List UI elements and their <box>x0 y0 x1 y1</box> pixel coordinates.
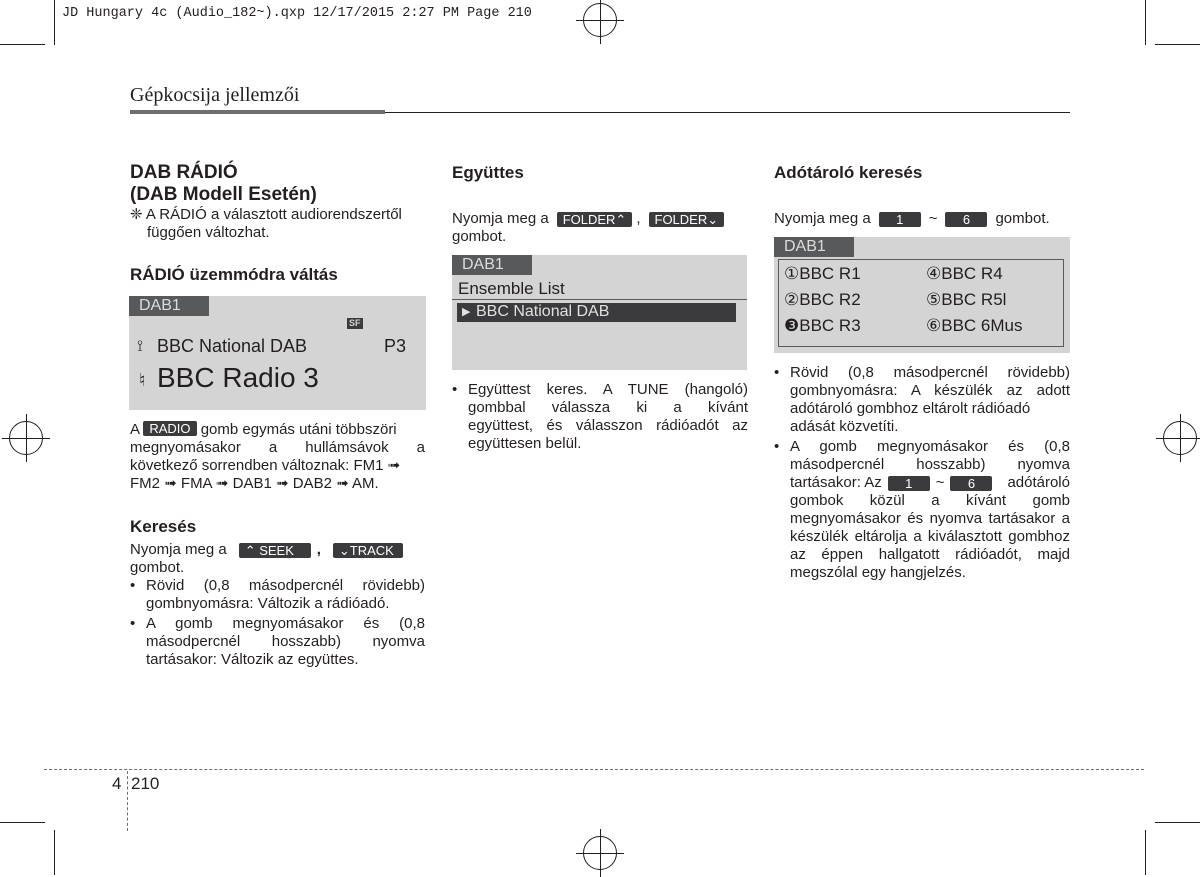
radio-text-a: A <box>130 421 140 438</box>
preset-item-4: ④BBC R4 <box>926 264 1003 283</box>
folder-up-button: FOLDER⌃ <box>557 212 633 227</box>
b2-line-4: gombok közül a kívánt gomb <box>790 492 1070 509</box>
preset-text-b: gombot. <box>995 210 1050 227</box>
ensemble-bullet-item <box>452 381 748 453</box>
tilde: ~ <box>928 210 938 227</box>
preset-item-5: ⑤BBC R5l <box>926 290 1007 309</box>
b2-line-3 <box>790 474 1070 492</box>
crop-mark-bl-h <box>0 822 45 823</box>
b2-text-b: adótároló <box>1007 474 1070 491</box>
band-tab: DAB1 <box>452 255 532 275</box>
sf-badge: SF <box>349 318 361 328</box>
dab-display <box>129 296 426 410</box>
search-line-2: gombot. <box>130 559 185 576</box>
folder-line-2: gombot. <box>452 228 507 245</box>
preset-1-button: 1 <box>879 212 921 227</box>
bullet-short-press <box>130 577 425 613</box>
print-slug: JD Hungary 4c (Audio_182~).qxp 12/17/2015 2:27 PM Page 210 <box>62 6 532 21</box>
note-line-2: függően változhat. <box>147 224 270 241</box>
microphone-icon: ♮ <box>139 370 146 390</box>
preset-bullets <box>774 364 1070 582</box>
antenna-icon: ⟟ <box>137 338 143 355</box>
bullet1-line-1: • Rövid (0,8 másodpercnél rövidebb) <box>146 577 425 594</box>
preset-heading: Adótároló keresés <box>774 163 923 182</box>
band-tab: DAB1 <box>774 237 854 257</box>
registration-mark-top <box>583 3 617 37</box>
title-line-2: (DAB Modell Esetén) <box>130 184 317 205</box>
b2-line-1: • A gomb megnyomásakor és (0,8 <box>790 438 1070 455</box>
ensemble-list-display <box>452 255 747 370</box>
comma: , <box>636 210 641 227</box>
bullet2-line-2: másodpercnél hosszabb) nyomva <box>146 633 425 650</box>
preset-6-button-inline: 6 <box>950 476 992 491</box>
footer-rule <box>44 769 1144 770</box>
preset-item-6: ⑥BBC 6Mus <box>926 316 1023 335</box>
preset-item-2: ②BBC R2 <box>784 290 861 309</box>
section-title: Gépkocsija jellemzői <box>130 84 300 106</box>
b1-line-1: • Rövid (0,8 másodpercnél rövidebb) <box>790 364 1070 381</box>
dab-radio-title <box>130 162 317 206</box>
crop-mark-tr-h <box>1155 44 1200 45</box>
b2-text-a: tartásakor: Az <box>790 474 882 491</box>
page-number: 210 <box>131 774 160 793</box>
folder-down-button: FOLDER⌄ <box>649 212 725 227</box>
folder-paragraph <box>452 210 752 246</box>
b2-line-2: másodpercnél hosszabb) nyomva <box>790 456 1070 473</box>
b2-line-6: készülék eltárolja a kiválasztott gombhoz <box>790 528 1070 545</box>
search-text-a: Nyomja meg a <box>130 541 227 558</box>
note-symbol: ❈ <box>130 206 143 223</box>
play-arrow-icon: ▶ <box>462 306 471 318</box>
bullet2-line-1: • A gomb megnyomásakor és (0,8 <box>146 615 425 632</box>
bullet2-line-3: tartásakor: Változik az együttes. <box>146 651 359 668</box>
ensemble-name: BBC National DAB <box>157 336 308 356</box>
bullet1-line-2: gombnyomásra: Változik a rádióadó. <box>146 595 390 612</box>
mode-heading: RÁDIÓ üzemmódra váltás <box>130 265 338 284</box>
radio-line-3: következő sorrendben változnak: FM1 ➟ <box>130 457 401 474</box>
preset-paragraph <box>774 210 1074 228</box>
crop-mark-tl-h <box>0 44 45 45</box>
preset-text-a: Nyomja meg a <box>774 210 871 227</box>
preset-item-1: ①BBC R1 <box>784 264 861 283</box>
list-title: Ensemble List <box>458 279 565 298</box>
radio-line-4: FM2 ➟ FMA ➟ DAB1 ➟ DAB2 ➟ AM. <box>130 475 379 492</box>
preset-6-button: 6 <box>945 212 987 227</box>
ensemble-heading: Együttes <box>452 163 524 182</box>
registration-mark-bottom <box>583 836 617 870</box>
b2-line-8: megszólal egy hangjelzés. <box>790 564 966 581</box>
crop-mark-bl-v <box>54 830 55 875</box>
footer-divider <box>127 771 128 831</box>
ensemble-line-1: • Együttest keres. A TUNE (hangoló) <box>468 381 748 398</box>
search-heading: Keresés <box>130 517 197 536</box>
title-line-1: DAB RÁDIÓ <box>130 162 238 183</box>
ensemble-line-3: együttest, és válasszon rádióadót az <box>468 417 748 434</box>
preset-1-button-inline: 1 <box>888 476 930 491</box>
list-divider <box>452 299 747 300</box>
tilde: ~ <box>935 474 945 491</box>
station-name: BBC Radio 3 <box>157 362 319 393</box>
crop-mark-br-v <box>1145 830 1146 875</box>
folder-text-a: Nyomja meg a <box>452 210 549 227</box>
b2-line-5: megnyomásakor és nyomva tartásakor a <box>790 510 1070 527</box>
radio-text-b: gomb egymás utáni többszöri <box>200 421 397 438</box>
crop-mark-tr-v <box>1145 0 1146 45</box>
preset-item-3: ❸BBC R3 <box>784 316 861 335</box>
b1-line-2: gombnyomásra: A készülék az adott <box>790 382 1070 399</box>
radio-paragraph <box>130 421 425 493</box>
b2-line-7: az éppen hallgatott rádióadót, majd <box>790 546 1070 563</box>
b1-line-3: adótároló gombhoz eltárolt rádióadó <box>790 400 1031 417</box>
preset-bullet-long <box>774 438 1070 582</box>
ensemble-line-2: gombbal válassza ki a kívánt <box>468 399 748 416</box>
note-line-1: A RÁDIÓ a választott audiorendszertől <box>145 206 402 223</box>
search-paragraph <box>130 541 425 669</box>
radio-line-2: megnyomásakor a hullámsávok a <box>130 439 425 456</box>
comma: , <box>316 541 321 558</box>
crop-mark-br-h <box>1155 822 1200 823</box>
seek-button: ⌃ SEEK <box>239 543 311 558</box>
track-button: ⌄TRACK <box>333 543 403 558</box>
ensemble-line-4: együttesen belül. <box>468 435 582 452</box>
ensemble-bullet <box>452 381 748 453</box>
preset-number: P3 <box>384 336 407 356</box>
b1-line-4: adását közvetíti. <box>790 418 899 435</box>
model-note <box>130 206 430 242</box>
selected-ensemble: BBC National DAB <box>476 303 610 320</box>
preset-bullet-short <box>774 364 1070 436</box>
band-tab: DAB1 <box>129 296 209 316</box>
chapter-number: 4 <box>112 774 122 793</box>
crop-mark-tl-v <box>54 0 55 45</box>
registration-mark-left <box>9 421 43 455</box>
bullet-long-press <box>130 615 425 669</box>
registration-mark-right <box>1163 421 1197 455</box>
preset-display <box>774 237 1070 353</box>
radio-button: RADIO <box>143 421 196 436</box>
header-rule-accent <box>130 110 385 114</box>
